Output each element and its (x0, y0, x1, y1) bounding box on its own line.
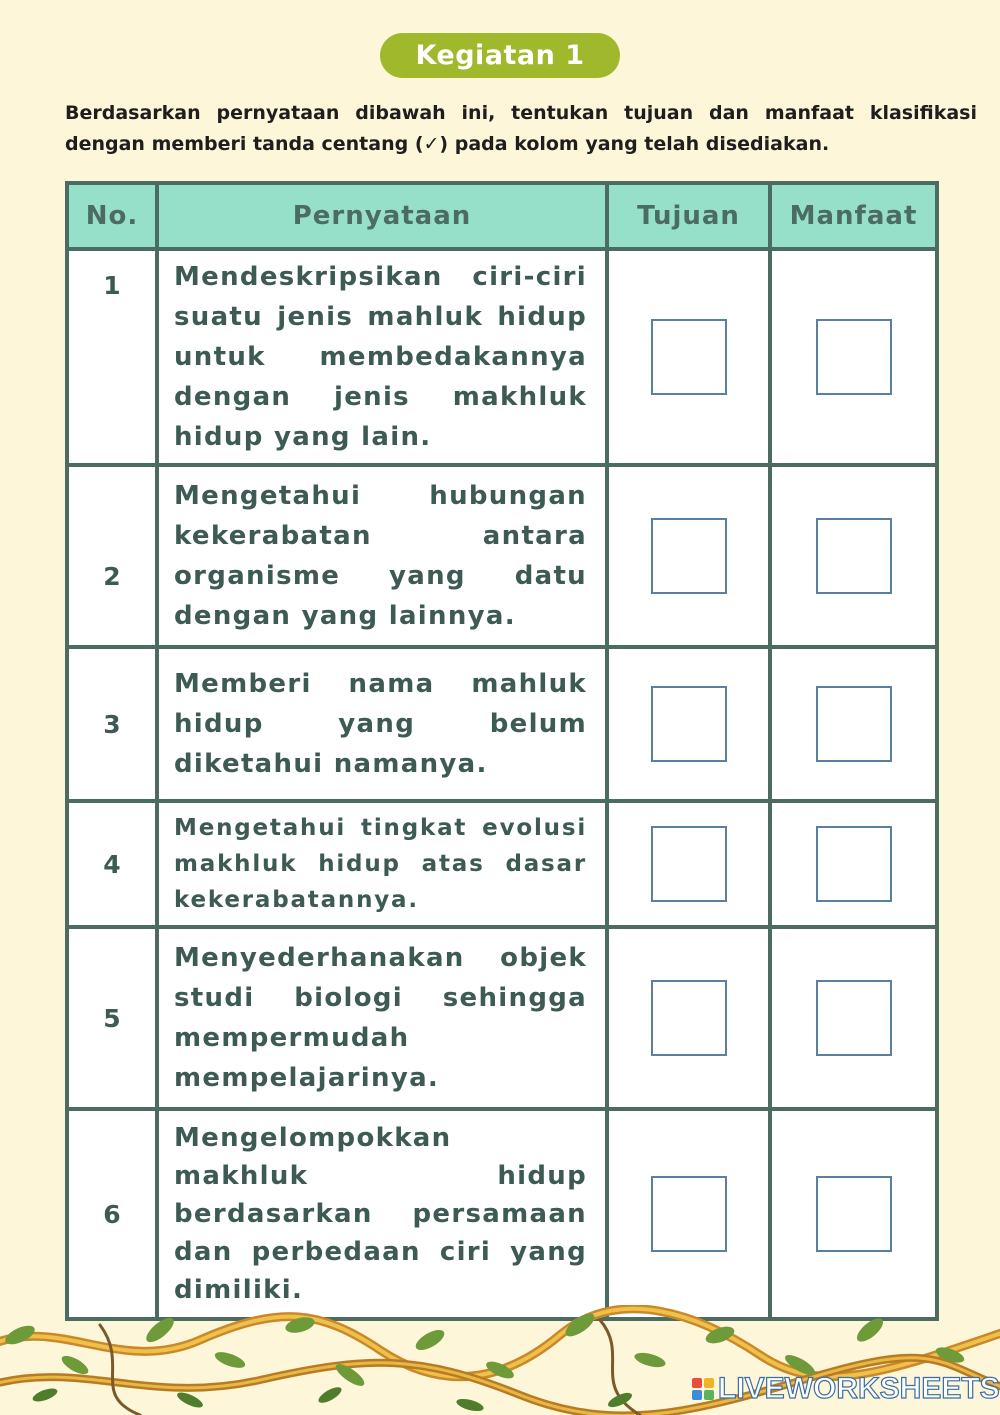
table-row (67, 801, 937, 927)
row-number: 3 (67, 647, 157, 801)
statement-text: Mendeskripsikan ciri-ciri suatu jenis mahluk hidup untuk membedakannya dengan jenis makhluk hidup yang lain. (157, 249, 607, 465)
table-header-row (67, 183, 937, 249)
row-number: 5 (67, 927, 157, 1109)
purpose-checkbox-1[interactable] (651, 319, 727, 395)
watermark-text: LIVEWORKSHEETS (718, 1372, 1000, 1405)
benefit-checkbox-3[interactable] (816, 686, 892, 762)
benefit-cell (770, 465, 937, 647)
benefit-cell (770, 801, 937, 927)
table-row (67, 927, 937, 1109)
purpose-checkbox-5[interactable] (651, 980, 727, 1056)
benefit-cell (770, 1109, 937, 1319)
row-number: 4 (67, 801, 157, 927)
benefit-checkbox-1[interactable] (816, 319, 892, 395)
purpose-checkbox-6[interactable] (651, 1176, 727, 1252)
statement-text: Mengetahui tingkat evolusi makhluk hidup atas dasar kekerabatannya. (157, 801, 607, 927)
row-number: 1 (67, 249, 157, 465)
table-row (67, 465, 937, 647)
purpose-checkbox-2[interactable] (651, 518, 727, 594)
liveworksheets-logo-icon (692, 1378, 714, 1400)
statement-text: Menyederhanakan objek studi biologi sehingga mempermudah mempelajarinya. (157, 927, 607, 1109)
purpose-cell (607, 1109, 770, 1319)
instructions-text: Berdasarkan pernyataan dibawah ini, tentukan tujuan dan manfaat klasifikasi dengan memberi tanda centang (✓) pada kolom yang telah disediakan. (65, 102, 977, 155)
row-number: 2 (67, 465, 157, 647)
header-no: No. (67, 183, 157, 249)
benefit-checkbox-5[interactable] (816, 980, 892, 1056)
statement-text: Mengelompokkan makhluk hidup berdasarkan persamaan dan perbedaan ciri yang dimiliki. (157, 1109, 607, 1319)
table-row (67, 1109, 937, 1319)
header-statement: Pernyataan (157, 183, 607, 249)
purpose-cell (607, 465, 770, 647)
table-row (67, 647, 937, 801)
worksheet-table (65, 181, 939, 1321)
purpose-cell (607, 801, 770, 927)
header-benefit: Manfaat (770, 183, 937, 249)
benefit-cell (770, 647, 937, 801)
header-purpose: Tujuan (607, 183, 770, 249)
benefit-checkbox-6[interactable] (816, 1176, 892, 1252)
purpose-checkbox-3[interactable] (651, 686, 727, 762)
purpose-checkbox-4[interactable] (651, 826, 727, 902)
purpose-cell (607, 647, 770, 801)
liveworksheets-watermark (692, 1372, 1000, 1406)
benefit-cell (770, 249, 937, 465)
benefit-checkbox-2[interactable] (816, 518, 892, 594)
purpose-cell (607, 249, 770, 465)
statement-text: Memberi nama mahluk hidup yang belum diketahui namanya. (157, 647, 607, 801)
purpose-cell (607, 927, 770, 1109)
activity-title: Kegiatan 1 (380, 33, 620, 78)
table-row (67, 249, 937, 465)
statement-text: Mengetahui hubungan kekerabatan antara organisme yang datu dengan yang lainnya. (157, 465, 607, 647)
row-number: 6 (67, 1109, 157, 1319)
benefit-checkbox-4[interactable] (816, 826, 892, 902)
benefit-cell (770, 927, 937, 1109)
